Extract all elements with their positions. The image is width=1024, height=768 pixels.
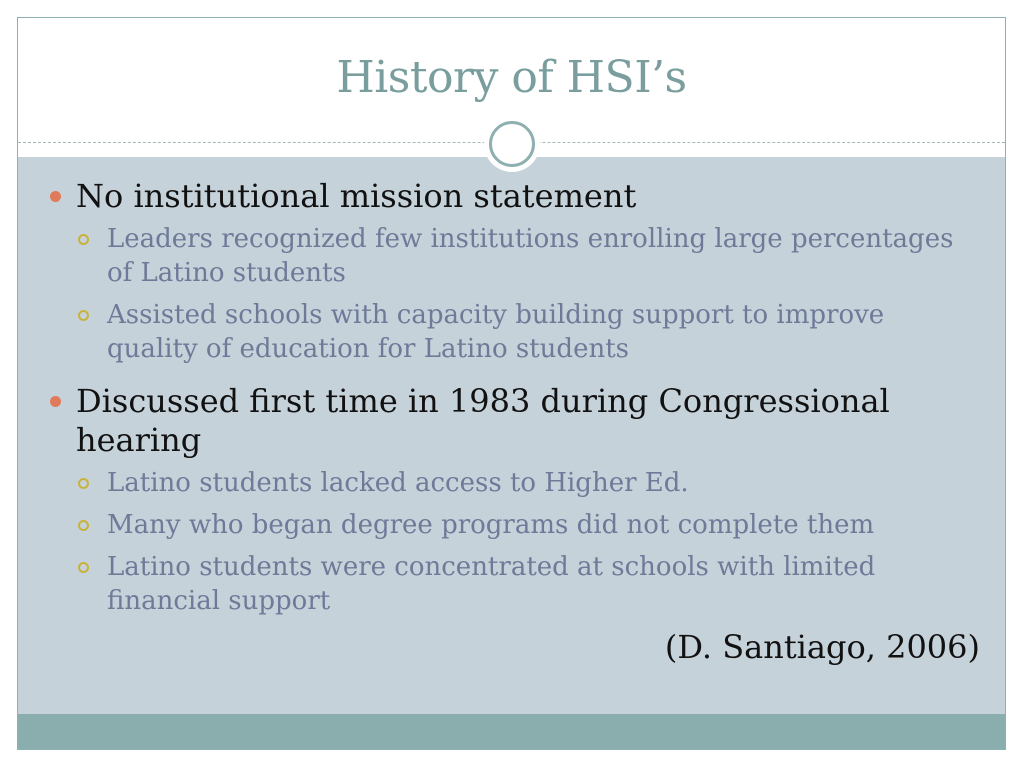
circle-ornament-icon: [484, 116, 540, 172]
bullet-text: No institutional mission statement: [76, 177, 637, 215]
sub-bullet-text: Many who began degree programs did not complete them: [107, 510, 875, 540]
sub-bullet-item: [50, 508, 980, 542]
sub-bullet-text: Leaders recognized few institutions enrolling large percentages of Latino students: [107, 224, 954, 288]
filled-circle-bullet-icon: [50, 191, 61, 202]
hollow-circle-bullet-icon: [78, 310, 89, 321]
sub-bullet-item: [50, 550, 980, 618]
bullet-text: Discussed first time in 1983 during Congressional hearing: [76, 382, 890, 459]
footer-bar: [18, 714, 1005, 749]
hollow-circle-bullet-icon: [78, 562, 89, 573]
bullet-list: [50, 173, 980, 666]
sub-bullet-item: [50, 222, 980, 290]
slide: [17, 17, 1006, 750]
hollow-circle-bullet-icon: [78, 478, 89, 489]
slide-title: History of HSI’s: [336, 52, 687, 103]
bullet-item: [50, 382, 980, 460]
bullet-item: [50, 177, 980, 216]
content-area: [18, 157, 1005, 716]
hollow-circle-bullet-icon: [78, 520, 89, 531]
filled-circle-bullet-icon: [50, 396, 61, 407]
sub-bullet-item: [50, 298, 980, 366]
hollow-circle-bullet-icon: [78, 234, 89, 245]
sub-bullet-text: Latino students lacked access to Higher Ed.: [107, 468, 689, 498]
citation: (D. Santiago, 2006): [664, 628, 980, 666]
sub-bullet-item: [50, 466, 980, 500]
sub-bullet-text: Assisted schools with capacity building support to improve quality of education for Latino students: [107, 300, 885, 364]
sub-bullet-text: Latino students were concentrated at schools with limited financial support: [107, 552, 876, 616]
